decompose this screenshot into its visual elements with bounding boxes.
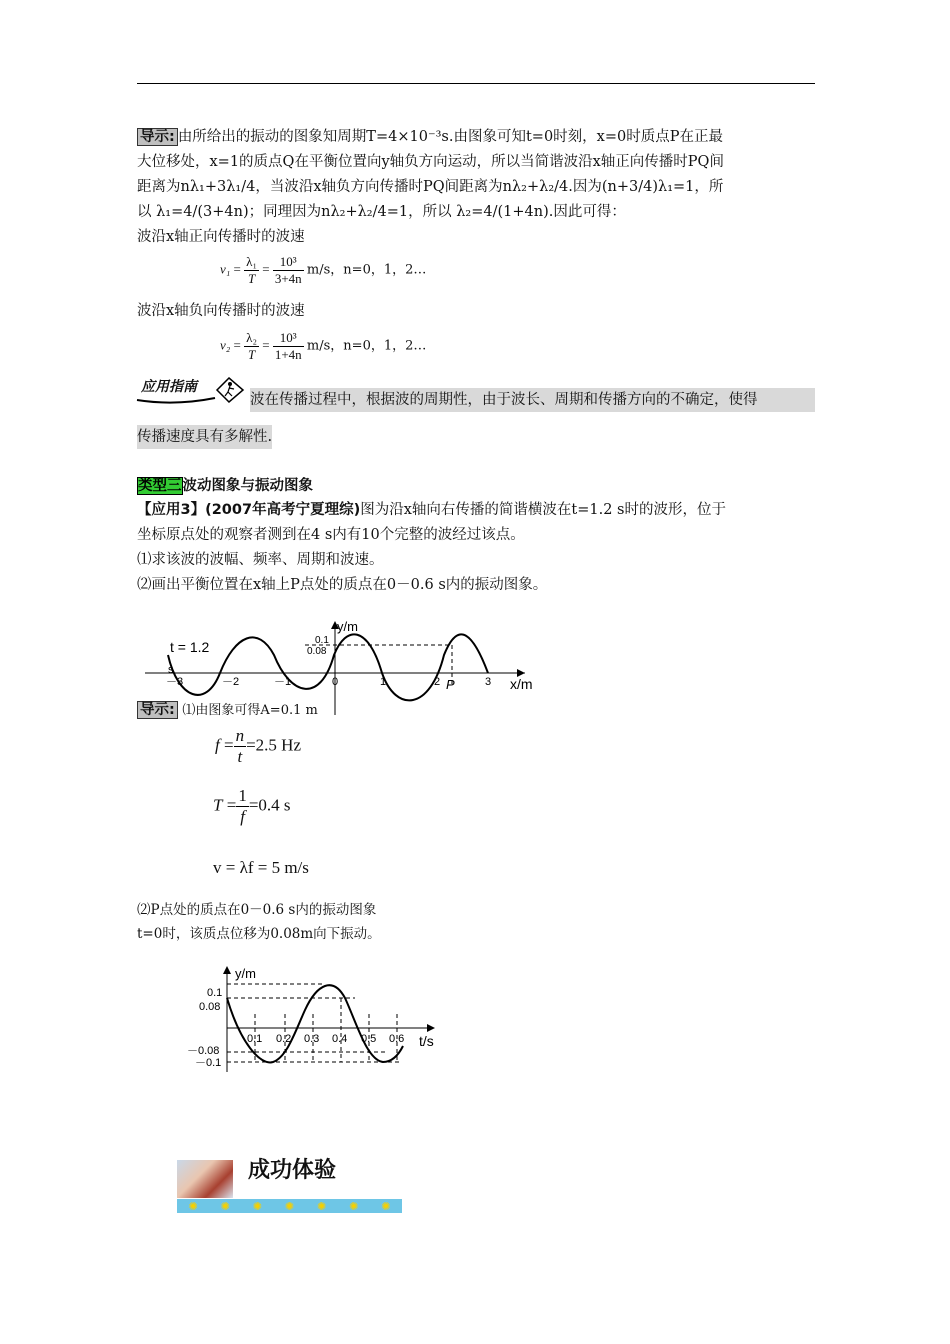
wave-y-axis-label: y/m bbox=[337, 619, 358, 634]
vib-curve bbox=[227, 985, 403, 1062]
star-icon: ✺ bbox=[188, 1199, 198, 1213]
guide1-line1: 导示: 由所给出的振动的图象知周期T=4×10⁻³s.由图象可知t=0时刻，x=0时质点P在正最 bbox=[137, 125, 723, 149]
vib-y-tick-2: －0.08 bbox=[187, 1045, 220, 1057]
app3-line1: 【应用3】(2007年高考宁夏理综)图为沿x轴向右传播的简谐横波在t=1.2 s时的波形，位于 bbox=[137, 502, 726, 518]
star-icon: ✺ bbox=[381, 1199, 391, 1213]
star-icon: ✺ bbox=[220, 1199, 230, 1213]
wave-x-tick-1: －2 bbox=[222, 676, 240, 688]
wave-point-p: P bbox=[446, 677, 455, 692]
vib-y-axis-label: y/m bbox=[235, 966, 256, 981]
star-icon: ✺ bbox=[317, 1199, 327, 1213]
star-icon: ✺ bbox=[349, 1199, 359, 1213]
vib-y-tick-0: 0.1 bbox=[207, 987, 223, 999]
f-formula: f = $\frac{n}{t}$ =2.5 Hz bbox=[215, 726, 301, 766]
v1-formula: v₁ = $\frac{\text{λ₁}}{T}$ = $\frac{\text{10³}}{3+4n}$ m/s，n=0，1，2… bbox=[220, 254, 427, 286]
guide2-part2-line2: t=0时，该质点位移为0.08m向下振动。 bbox=[137, 926, 381, 942]
guide2-line1: 导示: ⑴由图象可得A=0.1 m bbox=[137, 698, 318, 723]
runner-icon bbox=[228, 382, 232, 386]
wave-x-tick-5: 2 bbox=[434, 676, 441, 688]
wave-s-label: s bbox=[168, 664, 174, 676]
guide-badge bbox=[135, 372, 250, 406]
vib-y-tick-3: －0.1 bbox=[195, 1057, 222, 1069]
wave-y-tick-1: 0.08 bbox=[307, 646, 327, 657]
guide1-line3: 距离为nλ₁+3λ₁/4，当波沿x轴负方向传播时PQ间距离为nλ₂+λ₂/4.因为(n+3/4)λ₁=1，所 bbox=[137, 179, 724, 195]
guide1-line4: 以 λ₁=4/(3+4n)；同理因为nλ₂+λ₂/4=1，所以 λ₂=4/(1+4n).因此可得： bbox=[137, 204, 626, 220]
vib-x-tick-2: 0.3 bbox=[304, 1033, 320, 1045]
T-formula: T = $\frac{1}{f}$ =0.4 s bbox=[213, 786, 291, 826]
type3-title: 波动图象与振动图象 bbox=[182, 478, 313, 494]
star-icon: ✺ bbox=[252, 1199, 262, 1213]
header-rule bbox=[137, 83, 815, 84]
v-formula: v = λf = 5 m/s bbox=[213, 858, 309, 877]
positive-direction-label: 波沿x轴正向传播时的波速 bbox=[137, 229, 305, 245]
v2-formula: v₂ = $\frac{\text{λ₂}}{T}$ = $\frac{\text{10³}}{1+4n}$ m/s，n=0，1，2… bbox=[220, 330, 427, 362]
vib-x-tick-4: 0.5 bbox=[361, 1033, 377, 1045]
success-title: 成功体验 bbox=[248, 1158, 337, 1183]
app3-question2: ⑵画出平衡位置在x轴上P点处的质点在0－0.6 s内的振动图象。 bbox=[137, 577, 548, 593]
guide-badge-text: 应用指南 bbox=[141, 379, 197, 395]
vib-x-tick-0: 0.1 bbox=[247, 1033, 263, 1045]
success-decor-strip bbox=[177, 1199, 402, 1213]
wave-t-label: t = 1.2 bbox=[170, 639, 210, 655]
wave-x-axis-label: x/m bbox=[510, 676, 533, 692]
vib-x-tick-3: 0.4 bbox=[332, 1033, 348, 1045]
star-icon: ✺ bbox=[284, 1199, 295, 1213]
success-banner-image bbox=[177, 1160, 233, 1198]
guide1-tag: 导示: bbox=[137, 128, 178, 146]
vibration-graph bbox=[185, 962, 445, 1077]
wave-x-tick-6: 3 bbox=[485, 676, 492, 688]
type3-tag: 类型三 bbox=[138, 478, 182, 494]
negative-direction-label: 波沿x轴负向传播时的波速 bbox=[137, 303, 305, 319]
wave-y-tick-0: 0.1 bbox=[315, 635, 329, 646]
vib-y-tick-1: 0.08 bbox=[199, 1001, 221, 1013]
guide-box-line2: 传播速度具有多解性. bbox=[137, 425, 272, 449]
vib-x-tick-1: 0.2 bbox=[276, 1033, 292, 1045]
vib-x-tick-5: 0.6 bbox=[389, 1033, 405, 1045]
wave-x-tick-2: －1 bbox=[274, 676, 292, 688]
type3-heading bbox=[137, 474, 313, 498]
wave-x-tick-0: －3 bbox=[166, 676, 184, 688]
wave-x-tick-4: 1 bbox=[380, 676, 387, 688]
guide2-tag: 导示: bbox=[137, 701, 178, 719]
app3-question1: ⑴求该波的波幅、频率、周期和波速。 bbox=[137, 552, 384, 568]
wave-x-tick-3: 0 bbox=[332, 676, 339, 688]
guide1-line2: 大位移处，x=1的质点Q在平衡位置向y轴负方向运动，所以当简谐波沿x轴正向传播时PQ间 bbox=[137, 154, 724, 170]
app3-line2: 坐标原点处的观察者测到在4 s内有10个完整的波经过该点。 bbox=[137, 527, 525, 543]
guide-box-line1: 波在传播过程中，根据波的周期性，由于波长、周期和传播方向的不确定，使得 bbox=[250, 388, 815, 412]
guide2-part2-line1: ⑵P点处的质点在0－0.6 s内的振动图象 bbox=[137, 902, 377, 918]
vib-x-axis-label: t/s bbox=[419, 1033, 434, 1049]
